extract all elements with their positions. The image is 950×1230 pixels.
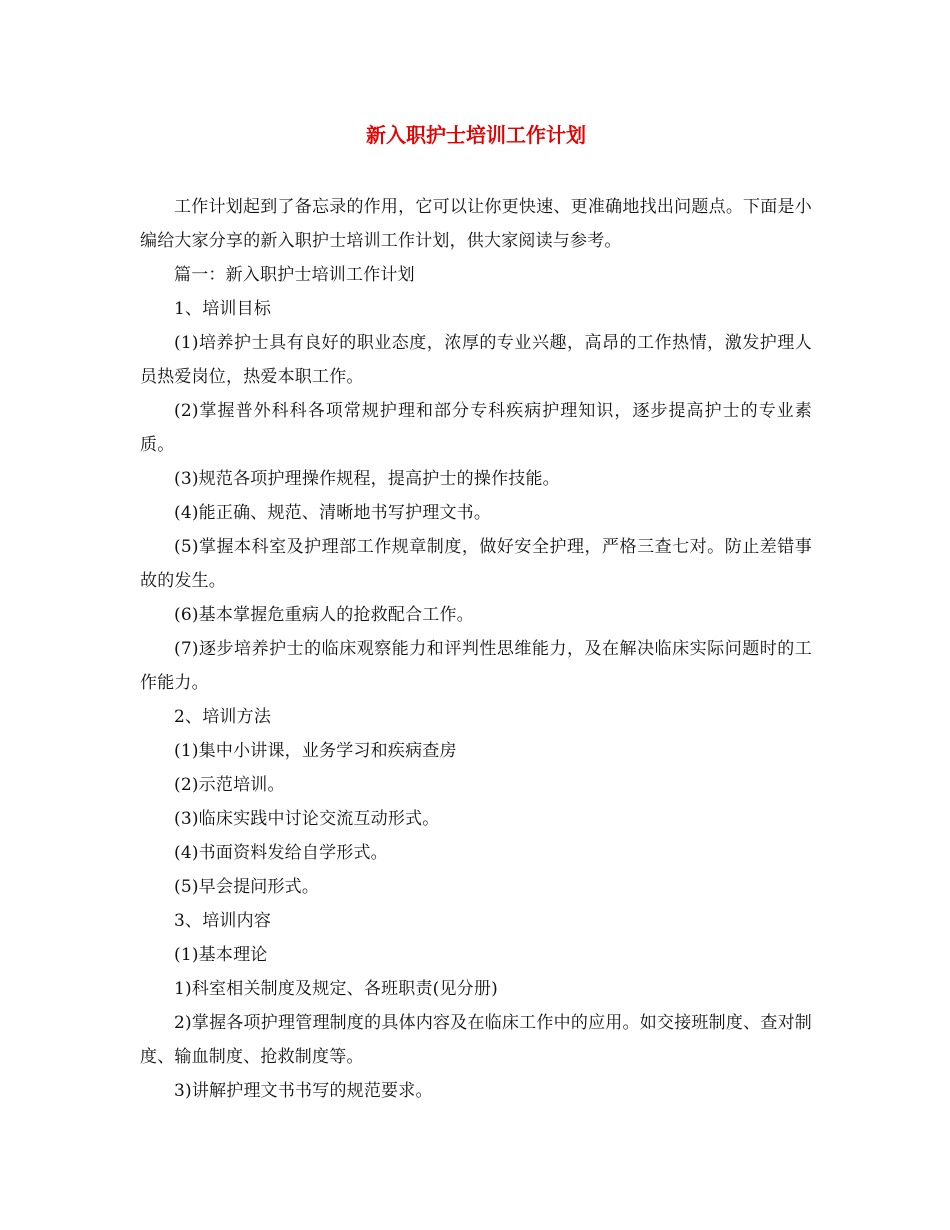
goal-item-4: (4)能正确、规范、清晰地书写护理文书。 xyxy=(174,503,492,523)
method-item-2: (2)示范培训。 xyxy=(174,775,285,795)
goal-item-7: (7)逐步培养护士的临床观察能力和评判性思维能力，及在解决临床实际问题时的工作能力。 xyxy=(140,639,812,693)
section-heading-training-goals: 1、培训目标 xyxy=(174,299,272,319)
section-heading-training-content: 3、培训内容 xyxy=(174,911,272,931)
content-item-2: 2)掌握各项护理管理制度的具体内容及在临床工作中的应用。如交接班制度、查对制度、输血制度、抢救制度等。 xyxy=(140,1013,812,1067)
goal-item-1: (1)培养护士具有良好的职业态度，浓厚的专业兴趣，高昂的工作热情，激发护理人员热爱岗位，热爱本职工作。 xyxy=(140,333,812,387)
method-item-1: (1)集中小讲课，业务学习和疾病查房 xyxy=(174,741,457,761)
section-heading-training-methods: 2、培训方法 xyxy=(174,707,272,727)
method-item-3: (3)临床实践中讨论交流互动形式。 xyxy=(174,809,440,829)
intro-paragraph: 工作计划起到了备忘录的作用，它可以让你更快速、更准确地找出问题点。下面是小编给大家分享的新入职护士培训工作计划，供大家阅读与参考。 xyxy=(140,197,812,251)
content-item-1: 1)科室相关制度及规定、各班职责(见分册) xyxy=(174,979,498,999)
content-subheading-basic-theory: (1)基本理论 xyxy=(174,945,268,965)
document-body xyxy=(140,190,812,1108)
goal-item-2: (2)掌握普外科科各项常规护理和部分专科疾病护理知识，逐步提高护士的专业素质。 xyxy=(140,401,812,455)
document-title: 新入职护士培训工作计划 xyxy=(366,123,586,147)
goal-item-5: (5)掌握本科室及护理部工作规章制度，做好安全护理，严格三查七对。防止差错事故的发生。 xyxy=(140,537,812,591)
content-item-3: 3)讲解护理文书书写的规范要求。 xyxy=(174,1081,433,1101)
method-item-4: (4)书面资料发给自学形式。 xyxy=(174,843,388,863)
goal-item-6: (6)基本掌握危重病人的抢救配合工作。 xyxy=(174,605,474,625)
goal-item-3: (3)规范各项护理操作规程，提高护士的操作技能。 xyxy=(174,469,560,489)
section-heading-part-one: 篇一：新入职护士培训工作计划 xyxy=(174,265,415,285)
method-item-5: (5)早会提问形式。 xyxy=(174,877,320,897)
